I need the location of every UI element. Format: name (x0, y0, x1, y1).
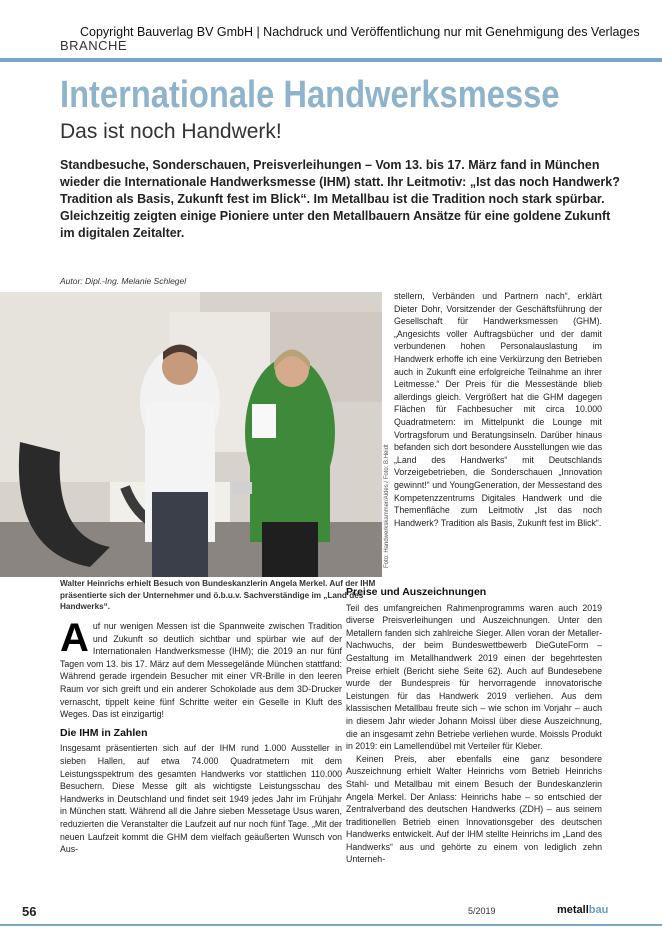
photo-credit-text: Foto: Handwerkskammer/Aldes / Foto: B.Heidt (384, 444, 390, 568)
photo-credit (382, 400, 392, 575)
text-column-2 (394, 290, 602, 529)
photo-illustration (0, 292, 382, 577)
text-column-3 (346, 580, 602, 866)
paragraph-heinrichs: Keinen Preis, aber ebenfalls eine ganz besondere Auszeichnung erhielt Walter Heinrichs vom Betrieb Heinrichs Stahl- und Metallbau mit einem Besuch der Bundeskanzlerin Angela Merkel. Der Anlass: Heinrichs habe – so entschied der Zentralverband des deutschen Handwerks (ZDH) – aus seinem traditionellen Betrieb einen Innovationsgeber des deutschen Handwerks entwickelt. Auf der IHM stellte Heinrichs im „Land des Handwerks“ aus und gehörte zu einem von lediglich zehn Unterneh- (346, 753, 602, 865)
paragraph-intro (60, 616, 342, 721)
paragraph-preise: Teil des umfangreichen Rahmenprogramms waren auch 2019 diverse Preisverleihungen und Auszeichnungen. Unter den Metallern fanden sich zahlreiche Sieger. Allen voran der Metaller-Nachwuchs, der beim Bundeswettbewerb DieGuteForm – Gestaltung im Metallhandwerk 2019 einen der begehrtesten Preise erhielt (Bericht siehe Seite 62). Auch auf Bundesebene wurde der Bundespreis für hervorragende innovatorische Leistungen für das Handwerk 2019 verliehen. Aus dem klassischen Metallbau freute sich – wie schon im Vorjahr – auch in diesem Jahr wieder Johann Moissl über diese Auszeichnung, die an insgesamt zehn Betriebe verliehen wurde. Moissls Produkt in 2019: ein Lamellendübel mit Verteiler für Kleber. (346, 602, 602, 752)
issue-number: 5/2019 (468, 906, 496, 916)
subheading-preise: Preise und Auszeichnungen (346, 586, 487, 598)
article-subtitle: Das ist noch Handwerk! (60, 120, 282, 143)
drop-cap: A (60, 616, 89, 660)
paragraph-zahlen: Insgesamt präsentierten sich auf der IHM rund 1.000 Aussteller in sieben Hallen, auf etwa 74.000 Quadratmetern mit dem Leistungsspektrum des gesamten Handwerks vor stattlichen 110.000 Besuchern. Diese Messe gilt als wichtigste Leistungsschau des Handwerks in Deutschland und findet seit 1949 jedes Jahr im Frühjahr in München statt. Während all die Jahre sieben Messetage Usus waren, reduzierten die Veranstalter die Laufzeit auf nur noch fünf Tage. „Mit der neuen Laufzeit kommt die GHM dem vielfach geäußerten Wunsch von Aus- (60, 743, 342, 855)
paragraph-intro-text: uf nur wenigen Messen ist die Spannweite zwischen Tradition und Zukunft so deutlich sichtbar und spürbar wie auf der Internationalen Handwerksmesse (IHM); die 2019 an nur fünf Tagen vom 13. bis 17. März auf dem Messegelände München stattfand: Während gerade irgendein Besucher mit einer VR-Brille in den leeren Raum vor sich greift und ein anderer Schokolade aus dem 3D-Drucker vernascht, tippelt keine fünf Schritte weiter ein Geselle in Kluft des Weges. Das ist einzigartig! (60, 621, 342, 720)
logo-part-bau: bau (588, 904, 609, 916)
article-lead: Standbesuche, Sonderschauen, Preisverleihungen – Vom 13. bis 17. März fand in München wieder die Internationale Handwerksmesse (IHM) statt. Ihr Leitmotiv: „Ist das noch Handwerk? Tradition als Basis, Zukunft fest im Blick“. Im Metallbau ist die Tradition noch stark spürbar. Gleichzeitig zeigten einige Pioniere unter den Metallbauern Ansätze für eine goldene Zukunft im digitalen Zeitalter. (60, 158, 620, 240)
section-label: BRANCHE (60, 38, 128, 53)
article-title: Internationale Handwerksmesse (60, 74, 560, 116)
text-column-1 (60, 616, 342, 856)
photo-caption: Walter Heinrichs erhielt Besuch von Bundeskanzlerin Angela Merkel. Auf der IHM präsentierte sich der Unternehmer und ö.b.u.v. Sachverständige im „Land des Handwerks“. (60, 579, 376, 611)
copyright-notice: Copyright Bauverlag BV GmbH | Nachdruck und Veröffentlichung nur mit Genehmigung des Verlages (80, 25, 640, 39)
article-photo (0, 292, 382, 577)
page-number: 56 (22, 904, 37, 919)
header-rule (0, 58, 662, 62)
article-author: Autor: Dipl.-Ing. Melanie Schlegel (60, 276, 187, 286)
magazine-logo (557, 904, 608, 916)
logo-part-metall: metall (557, 904, 589, 916)
footer-rule (0, 924, 662, 926)
subheading-ihm-in-zahlen: Die IHM in Zahlen (60, 726, 148, 739)
paragraph-continued: stellern, Verbänden und Partnern nach“, erklärt Dieter Dohr, Vorsitzender der Geschäftsführung der Gesellschaft für Handwerksmessen (GHM). „Angesichts voller Auftragsbücher und der damit verbundenen hohen Personalauslastung im Handwerk erhoffe ich eine Verkürzung den Betrieben auch in Zukunft eine erfolgreiche Teilnahme an ihrer Leitmesse.“ Der Preis für die Messestände blieb allerdings gleich. Vergrößert hat die GHM dagegen Flächen für Fachbesucher mit circa 10.000 Quadratmetern: im Mittelpunkt die Lounge mit Vortragsforum und Beratungsinseln. Darüber hinaus befanden sich dort besondere Ausstellungen wie das „Land des Handwerks“ mit Deutschlands Vorzeigebetrieben, die Sonderschauen „Innovation gewinnt!“ und YoungGeneration, der Messestand des Kompetenzzentrums Digitales Handwerk und die Themenfläche zum Leitmotiv „Ist das noch Handwerk? Tradition als Basis, Zukunft fest im Blick“. (394, 291, 602, 528)
